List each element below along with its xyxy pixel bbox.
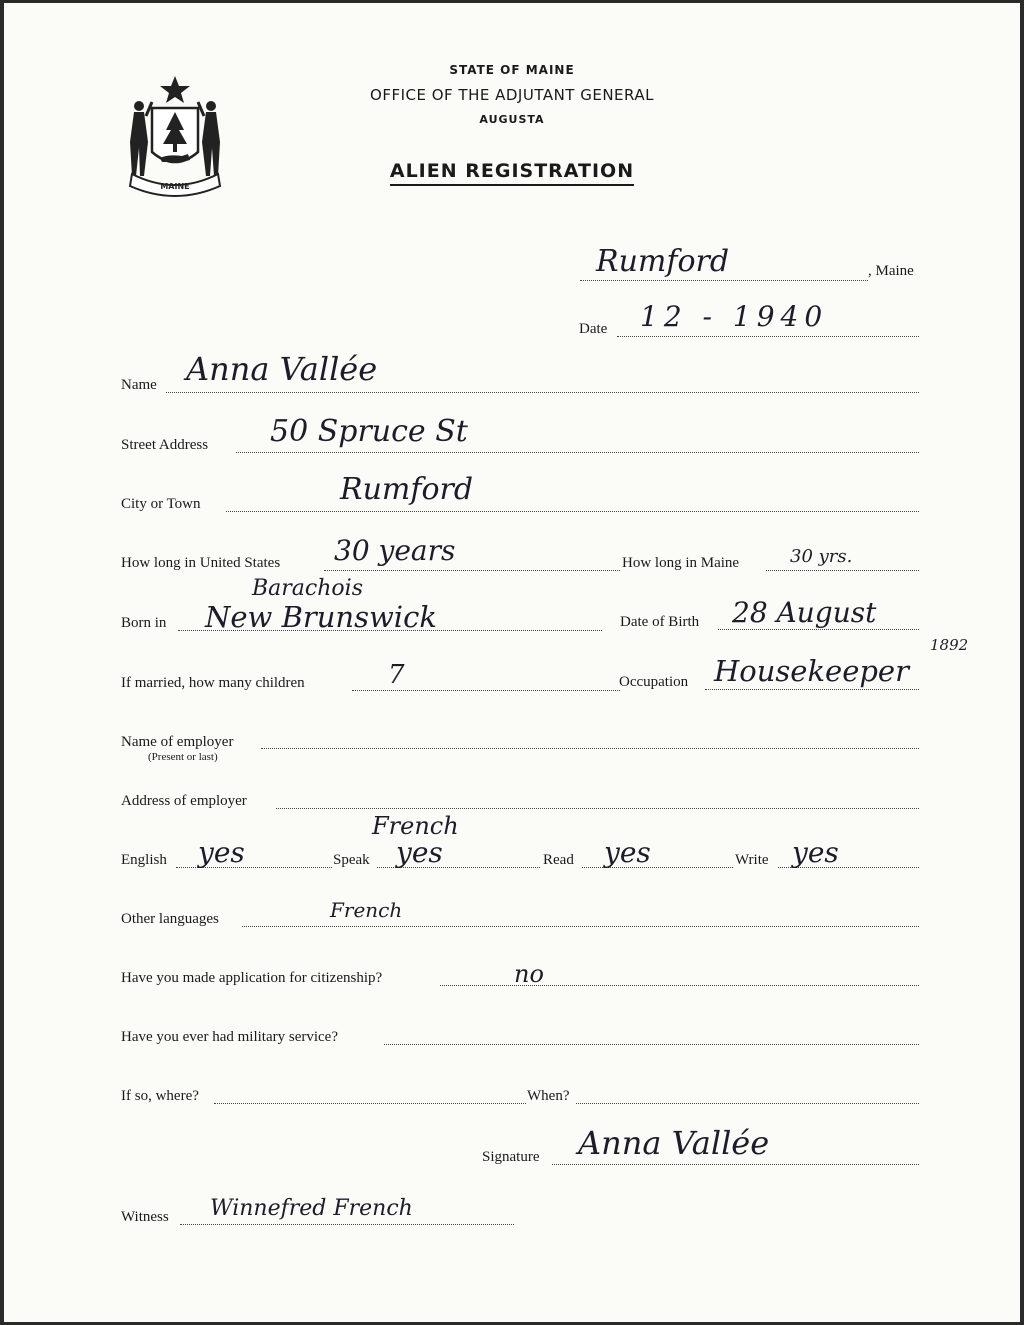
date-label: Date [579,321,608,337]
witness-label: Witness [121,1209,169,1225]
speak-value: yes [396,836,443,869]
when-label: When? [527,1088,570,1104]
date-of-birth-value: 28 August [732,596,877,629]
city-or-town-value: Rumford [340,472,474,507]
speak-label: Speak [333,852,370,868]
date-value: 12 - 1940 [640,300,829,333]
witness-value: Winnefred French [210,1196,413,1221]
date-line [617,336,919,337]
children-label: If married, how many children [121,675,305,691]
how-long-us-line [324,570,620,571]
name-value: Anna Vallée [186,350,378,388]
street-address-line [236,452,919,453]
street-address-label: Street Address [121,437,209,453]
how-long-maine-value: 30 yrs. [790,546,853,567]
occupation-line [705,689,919,690]
header-state: STATE OF MAINE [449,63,575,77]
citizenship-label: Have you made application for citizenship? [121,970,383,986]
page-title-text: ALIEN REGISTRATION [390,160,634,186]
header-city: AUGUSTA [479,113,545,126]
english-value: yes [198,836,245,869]
occupation-value: Housekeeper [714,654,909,688]
how-long-us-label: How long in United States [121,555,281,571]
employer-address-line [276,808,919,809]
write-value: yes [792,836,839,869]
speak-note: French [372,812,459,840]
maine-label: , Maine [868,263,914,279]
born-in-place: Barachois [252,576,363,601]
where-label: If so, where? [121,1088,199,1104]
born-in-label: Born in [121,615,167,631]
employer-name-line [261,748,919,749]
other-languages-value: French [330,898,403,922]
when-line [576,1103,919,1104]
born-in-province: New Brunswick [205,600,437,634]
read-value: yes [604,836,651,869]
page-title [0,160,1024,182]
employer-name-label: Name of employer [121,734,234,750]
other-languages-line [242,926,919,927]
employer-note: (Present or last) [148,751,218,763]
name-line [166,392,919,393]
name-label: Name [121,377,157,393]
seal-banner-text: MAINE [160,182,190,191]
where-line [214,1103,526,1104]
witness-line [180,1224,514,1225]
read-label: Read [543,852,574,868]
write-label: Write [735,852,769,868]
town-value: Rumford [596,244,730,279]
children-line [352,690,620,691]
birth-year-value: 1892 [930,636,969,654]
city-or-town-label: City or Town [121,496,201,512]
date-of-birth-label: Date of Birth [620,614,700,630]
occupation-label: Occupation [619,674,689,690]
children-value: 7 [388,660,405,690]
military-line [384,1044,919,1045]
date-of-birth-line [718,629,919,630]
city-or-town-line [226,511,919,512]
signature-label: Signature [482,1149,540,1165]
signature-line [552,1164,919,1165]
how-long-maine-label: How long in Maine [622,555,740,571]
citizenship-value: no [514,960,544,988]
citizenship-line [440,985,919,986]
employer-address-label: Address of employer [121,793,247,809]
signature-value: Anna Vallée [578,1124,770,1162]
town-line [580,280,868,281]
how-long-maine-line [766,570,919,571]
other-languages-label: Other languages [121,911,219,927]
street-address-value: 50 Spruce St [270,414,468,449]
how-long-us-value: 30 years [334,534,456,567]
military-label: Have you ever had military service? [121,1029,338,1045]
english-label: English [121,852,167,868]
header-office: OFFICE OF THE ADJUTANT GENERAL [370,86,654,104]
